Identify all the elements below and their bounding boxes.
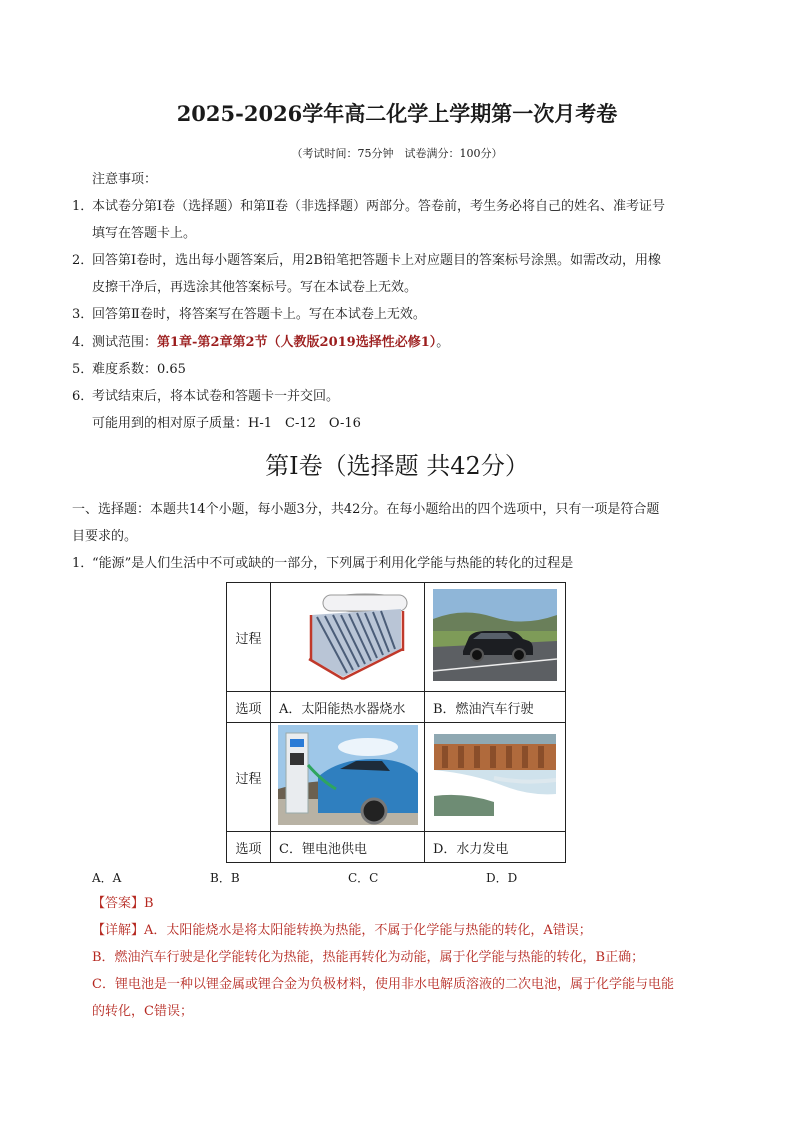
notice-suffix: 。 (436, 335, 450, 350)
answer-value: B (144, 896, 154, 911)
question-number: 1． (72, 556, 94, 571)
choice-d[interactable]: D．D (486, 871, 518, 885)
notice-1-cont: 填写在答题卡上。 (92, 226, 197, 241)
image-cell-b (425, 583, 566, 692)
choice-row (92, 868, 517, 888)
options-table (226, 582, 566, 863)
notice-text: 本试卷分第Ⅰ卷（选择题）和第Ⅱ卷（非选择题）两部分。答卷前，考生务必将自己的姓名、准考证号 (92, 199, 665, 214)
question-1 (72, 554, 573, 574)
notice-4 (72, 333, 449, 353)
notice-text: 测试范围： (92, 335, 158, 350)
explanation-c-cont: 的转化，C错误； (92, 1004, 193, 1019)
image-cell-a (271, 583, 425, 692)
atomic-mass-line: 可能用到的相对原子质量：H-1 C-12 O-16 (92, 416, 361, 431)
notice-number: 5． (72, 362, 94, 377)
notice-5 (72, 360, 186, 380)
choice-a[interactable]: A．A (92, 871, 122, 885)
solar-water-heater-icon (283, 589, 413, 681)
explanation-b: B．燃油汽车行驶是化学能转化为热能，热能再转化为动能，属于化学能与热能的转化，B正确； (92, 950, 645, 965)
notice-1 (72, 197, 665, 217)
section-intro-line1: 一、选择题：本题共14个小题，每小题3分，共42分。在每小题给出的四个选项中，只有一项是符合题 (72, 502, 660, 517)
dam-spillway-icon (434, 734, 556, 816)
notice-text: 考试结束后，将本试卷和答题卡一并交回。 (92, 389, 340, 404)
answer-line (92, 894, 154, 914)
notice-text: 回答第Ⅱ卷时，将答案写在答题卡上。写在本试卷上无效。 (92, 307, 426, 322)
test-range: 第1章-第2章第2节（人教版2019选择性必修1） (157, 335, 437, 350)
explanation-text: A．太阳能烧水是将太阳能转换为热能，不属于化学能与热能的转化，A错误； (144, 923, 592, 938)
question-text: “能源”是人们生活中不可或缺的一部分，下列属于利用化学能与热能的转化的过程是 (92, 556, 574, 571)
option-d: D．水力发电 (425, 832, 566, 863)
exam-subtitle: （考试时间：75分钟 试卷满分：100分） (291, 147, 503, 160)
row-label: 过程 (227, 723, 271, 832)
image-cell-d (425, 723, 566, 832)
explanation-a (92, 921, 592, 941)
explanation-label: 【详解】 (92, 923, 145, 938)
exam-title: 2025-2026学年高二化学上学期第一次月考卷 (176, 101, 618, 126)
section-intro-line2: 目要求的。 (72, 529, 138, 544)
row-label: 选项 (227, 692, 271, 723)
notice-text: 回答第Ⅰ卷时，选出每小题答案后，用2B铅笔把答题卡上对应题目的答案标号涂黑。如需改动，用橡 (92, 253, 661, 268)
answer-label: 【答案】 (92, 896, 145, 911)
notice-heading: 注意事项： (92, 172, 158, 187)
image-cell-c (271, 723, 425, 832)
option-c: C．锂电池供电 (271, 832, 425, 863)
notice-number: 1． (72, 199, 94, 214)
notice-number: 3． (72, 307, 94, 322)
car-on-road-icon (433, 589, 557, 681)
option-b: B．燃油汽车行驶 (425, 692, 566, 723)
notice-2 (72, 251, 661, 271)
notice-number: 2． (72, 253, 94, 268)
choice-c[interactable]: C．C (348, 871, 379, 885)
row-label: 选项 (227, 832, 271, 863)
section-title: 第Ⅰ卷（选择题 共42分） (265, 452, 529, 480)
ev-charging-station-icon (278, 725, 418, 825)
notice-number: 6． (72, 389, 94, 404)
option-a: A．太阳能热水器烧水 (271, 692, 425, 723)
notice-text: 难度系数：0.65 (92, 362, 186, 377)
notice-2-cont: 皮擦干净后，再选涂其他答案标号。写在本试卷上无效。 (92, 280, 418, 295)
notice-number: 4． (72, 335, 94, 350)
notice-6 (72, 387, 339, 407)
choice-b[interactable]: B．B (210, 871, 240, 885)
explanation-c: C．锂电池是一种以锂金属或锂合金为负极材料，使用非水电解质溶液的二次电池，属于化学能与电能 (92, 977, 674, 992)
row-label: 过程 (227, 583, 271, 692)
notice-3 (72, 305, 426, 325)
